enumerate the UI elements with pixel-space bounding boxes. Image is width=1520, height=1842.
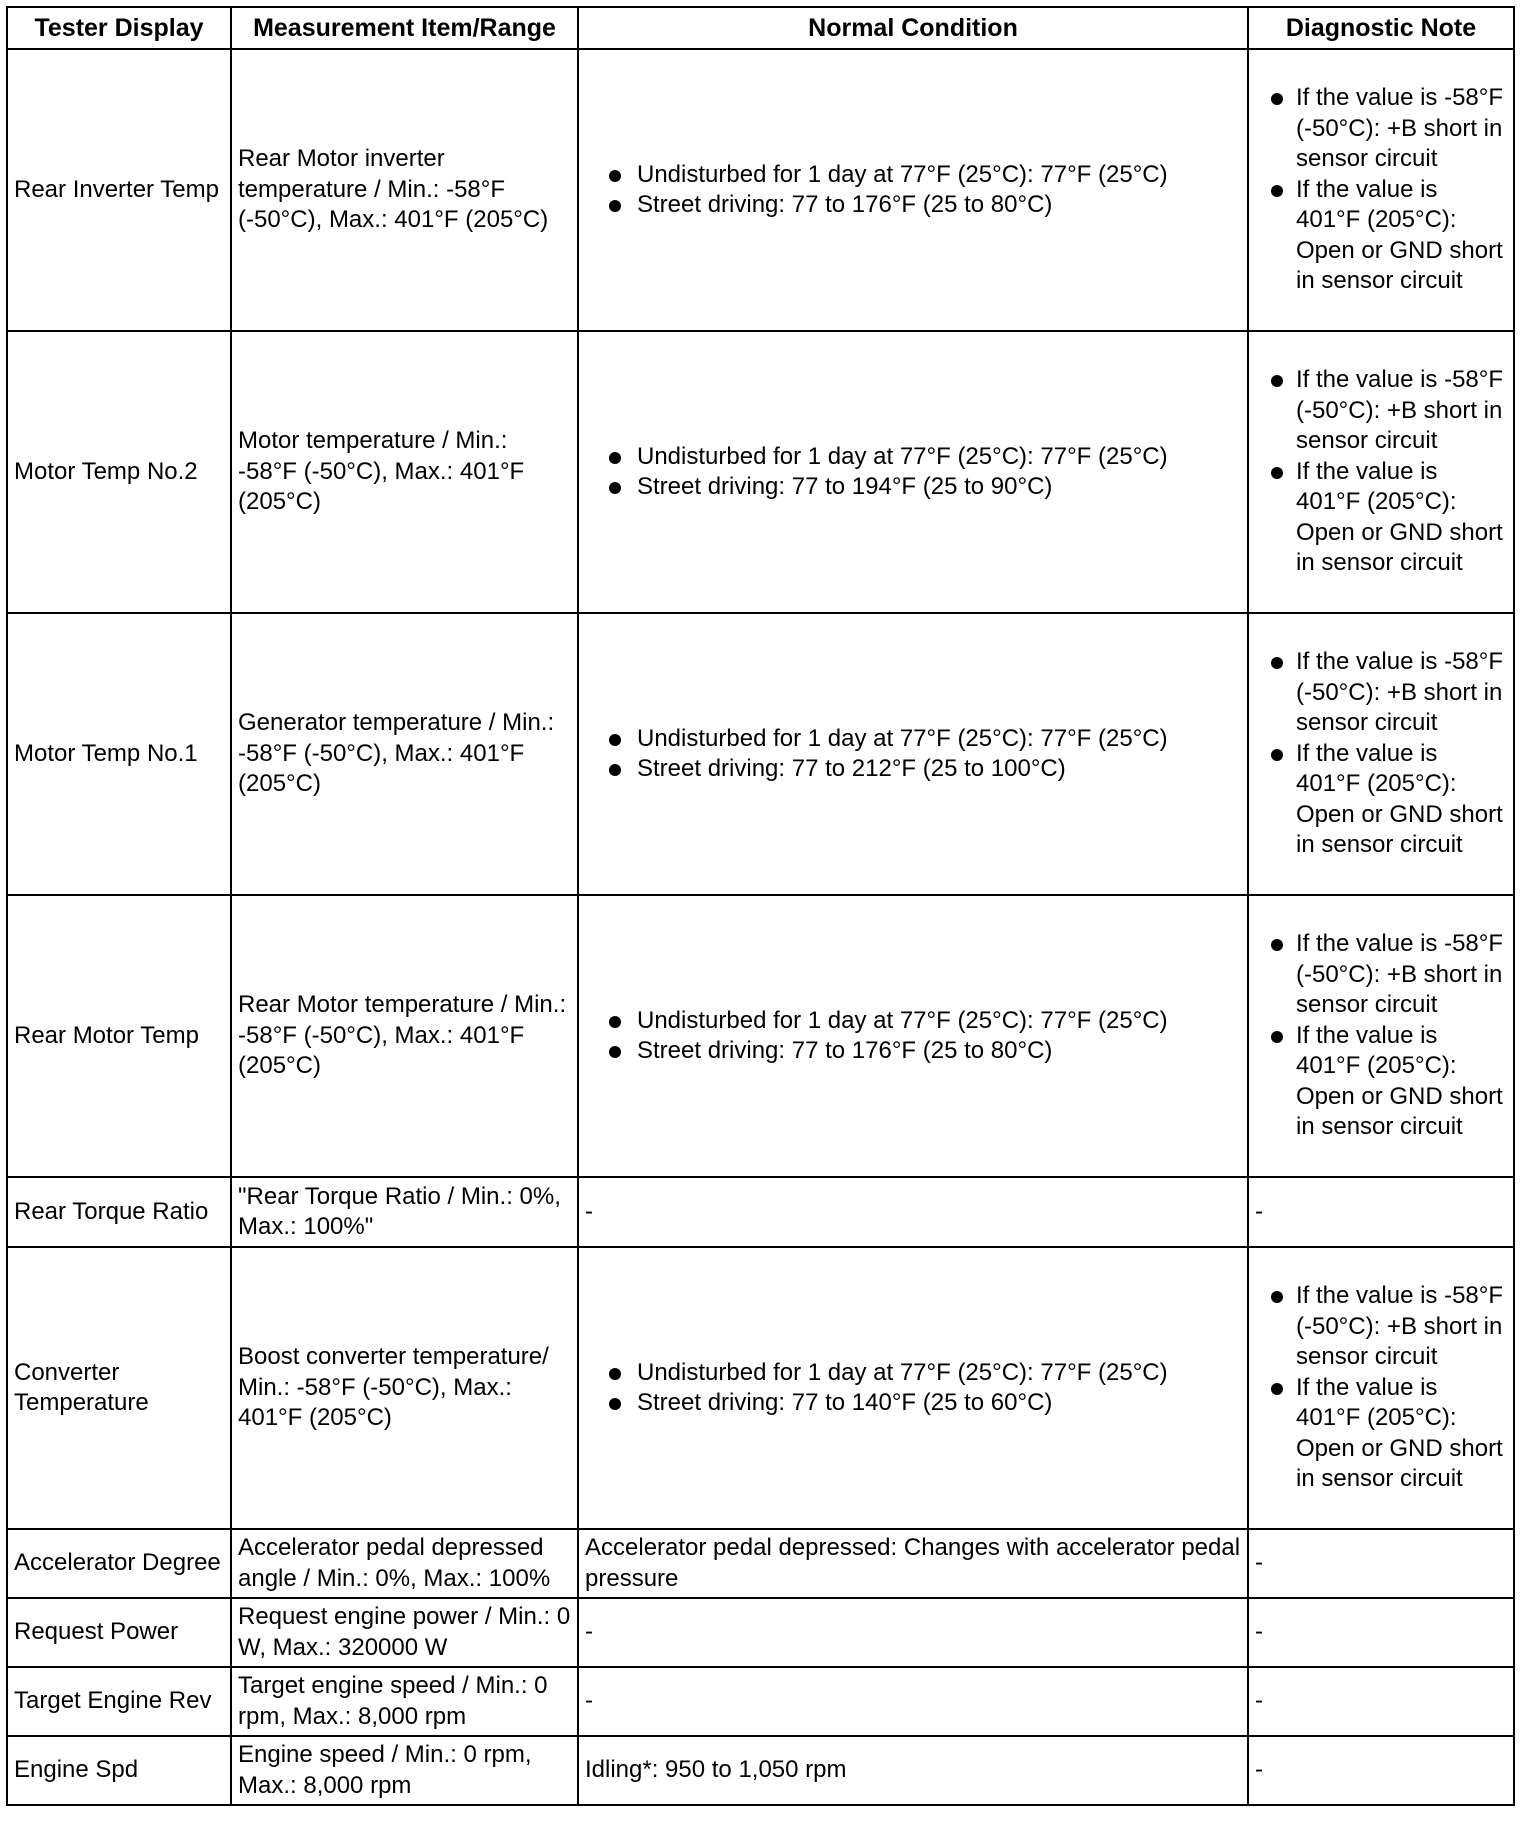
normal-condition-cell [578,613,1248,895]
normal-condition-cell [578,895,1248,1177]
diagnostic-note-cell [1248,613,1514,895]
measurement-cell: Engine speed / Min.: 0 rpm, Max.: 8,000 rpm [231,1736,578,1805]
measurement-cell: Rear Motor temperature / Min.: -58°F (-50°C), Max.: 401°F (205°C) [231,895,578,1177]
table-row [7,331,1514,613]
diagnostic-note-cell: - [1248,1177,1514,1247]
condition-list [585,160,1241,221]
table-row [7,1247,1514,1529]
table-row [7,895,1514,1177]
diagnostic-note-item: If the value is 401°F (205°C): Open or GND short in sensor circuit [1255,1021,1507,1143]
measurement-cell: Request engine power / Min.: 0 W, Max.: 320000 W [231,1598,578,1667]
header-measurement-item: Measurement Item/Range [231,7,578,49]
tester-display-cell: Request Power [7,1598,231,1667]
condition-item: Undisturbed for 1 day at 77°F (25°C): 77°F (25°C) [585,160,1241,191]
table-row [7,1667,1514,1736]
measurement-cell: Rear Motor inverter temperature / Min.: -58°F (-50°C), Max.: 401°F (205°C) [231,49,578,331]
measurement-cell: Accelerator pedal depressed angle / Min.: 0%, Max.: 100% [231,1529,578,1598]
normal-condition-cell [578,331,1248,613]
condition-item: Undisturbed for 1 day at 77°F (25°C): 77°F (25°C) [585,442,1241,473]
condition-item: Undisturbed for 1 day at 77°F (25°C): 77°F (25°C) [585,724,1241,755]
normal-condition-cell: - [578,1667,1248,1736]
diagnostic-note-list [1255,83,1507,297]
header-tester-display: Tester Display [7,7,231,49]
diagnostic-note-cell: - [1248,1598,1514,1667]
condition-item: Street driving: 77 to 212°F (25 to 100°C) [585,754,1241,785]
diagnostic-note-item: If the value is -58°F (-50°C): +B short in sensor circuit [1255,1281,1507,1373]
measurement-cell: Target engine speed / Min.: 0 rpm, Max.: 8,000 rpm [231,1667,578,1736]
table-row [7,1177,1514,1247]
measurement-cell: Generator temperature / Min.: -58°F (-50°C), Max.: 401°F (205°C) [231,613,578,895]
diagnostic-note-item: If the value is -58°F (-50°C): +B short in sensor circuit [1255,929,1507,1021]
condition-list [585,1006,1241,1067]
condition-item: Undisturbed for 1 day at 77°F (25°C): 77°F (25°C) [585,1358,1241,1389]
tester-display-cell: Motor Temp No.2 [7,331,231,613]
table-row [7,1736,1514,1805]
measurement-cell: Motor temperature / Min.: -58°F (-50°C), Max.: 401°F (205°C) [231,331,578,613]
table-row [7,49,1514,331]
normal-condition-cell [578,1247,1248,1529]
header-diagnostic-note: Diagnostic Note [1248,7,1514,49]
condition-item: Undisturbed for 1 day at 77°F (25°C): 77°F (25°C) [585,1006,1241,1037]
diagnostic-note-cell [1248,331,1514,613]
diagnostic-note-item: If the value is 401°F (205°C): Open or GND short in sensor circuit [1255,457,1507,579]
diagnostic-note-cell: - [1248,1736,1514,1805]
tester-display-cell: Converter Temperature [7,1247,231,1529]
diagnostic-note-cell [1248,895,1514,1177]
table-row [7,613,1514,895]
table-row [7,1598,1514,1667]
diagnostic-note-list [1255,1281,1507,1495]
tester-display-cell: Motor Temp No.1 [7,613,231,895]
diagnostic-note-item: If the value is -58°F (-50°C): +B short in sensor circuit [1255,365,1507,457]
diagnostic-note-cell: - [1248,1529,1514,1598]
measurement-cell: Boost converter temperature/ Min.: -58°F (-50°C), Max.: 401°F (205°C) [231,1247,578,1529]
header-normal-condition: Normal Condition [578,7,1248,49]
diagnostic-note-cell: - [1248,1667,1514,1736]
header-row [7,7,1514,49]
tester-display-cell: Rear Inverter Temp [7,49,231,331]
normal-condition-cell [578,49,1248,331]
diagnostic-note-item: If the value is 401°F (205°C): Open or GND short in sensor circuit [1255,175,1507,297]
measurement-cell: "Rear Torque Ratio / Min.: 0%, Max.: 100%" [231,1177,578,1247]
condition-list [585,724,1241,785]
normal-condition-cell: Accelerator pedal depressed: Changes with accelerator pedal pressure [578,1529,1248,1598]
condition-item: Street driving: 77 to 140°F (25 to 60°C) [585,1388,1241,1419]
tester-display-cell: Target Engine Rev [7,1667,231,1736]
normal-condition-cell: Idling*: 950 to 1,050 rpm [578,1736,1248,1805]
diagnostic-note-item: If the value is 401°F (205°C): Open or GND short in sensor circuit [1255,1373,1507,1495]
data-list-table-container [6,6,1515,1806]
diagnostic-note-list [1255,929,1507,1143]
diagnostic-note-list [1255,647,1507,861]
condition-list [585,442,1241,503]
diagnostic-note-item: If the value is 401°F (205°C): Open or GND short in sensor circuit [1255,739,1507,861]
condition-item: Street driving: 77 to 176°F (25 to 80°C) [585,190,1241,221]
diagnostic-note-item: If the value is -58°F (-50°C): +B short in sensor circuit [1255,647,1507,739]
condition-list [585,1358,1241,1419]
normal-condition-cell: - [578,1177,1248,1247]
tester-display-cell: Accelerator Degree [7,1529,231,1598]
tester-display-cell: Engine Spd [7,1736,231,1805]
diagnostic-note-item: If the value is -58°F (-50°C): +B short in sensor circuit [1255,83,1507,175]
condition-item: Street driving: 77 to 194°F (25 to 90°C) [585,472,1241,503]
tester-display-cell: Rear Motor Temp [7,895,231,1177]
tester-display-cell: Rear Torque Ratio [7,1177,231,1247]
diagnostic-note-cell [1248,1247,1514,1529]
table-row [7,1529,1514,1598]
data-list-table [6,6,1515,1806]
normal-condition-cell: - [578,1598,1248,1667]
diagnostic-note-cell [1248,49,1514,331]
condition-item: Street driving: 77 to 176°F (25 to 80°C) [585,1036,1241,1067]
diagnostic-note-list [1255,365,1507,579]
